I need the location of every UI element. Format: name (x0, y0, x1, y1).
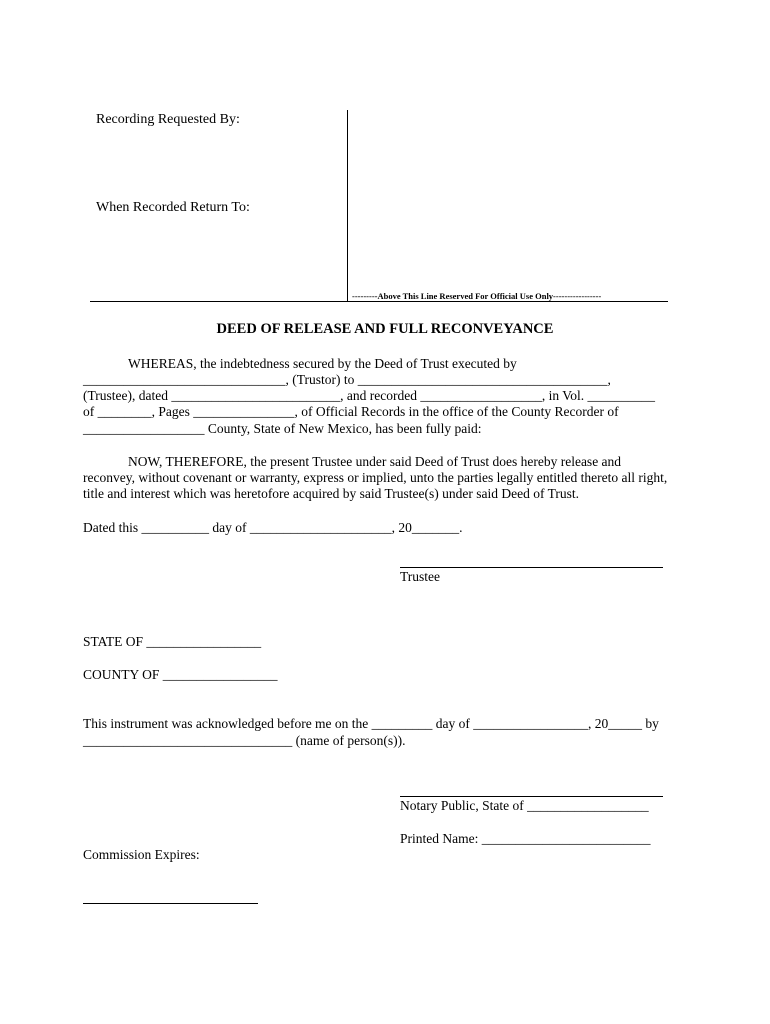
acknowledgment-line-2: _______________________________ (name of person(s)). (83, 733, 406, 748)
document-title: DEED OF RELEASE AND FULL RECONVEYANCE (216, 321, 554, 337)
whereas-line-1: WHEREAS, the indebtedness secured by the Deed of Trust executed by (128, 356, 517, 371)
now-therefore-line-2: reconvey, without covenant or warranty, express or implied, unto the parties legally entitled thereto all right, (83, 470, 668, 485)
now-therefore-line-1: NOW, THEREFORE, the present Trustee under said Deed of Trust does hereby release and (128, 454, 622, 469)
now-therefore-line-3: title and interest which was heretofore acquired by said Trustee(s) under said Deed of Trust. (83, 486, 580, 501)
trustee-label: Trustee (400, 569, 441, 584)
recording-divider-vertical (347, 110, 348, 302)
notary-signature-line[interactable] (400, 796, 663, 797)
notary-public-state-field: Notary Public, State of __________________ (400, 798, 649, 813)
county-of-field: COUNTY OF _________________ (83, 667, 278, 682)
trustee-signature-line[interactable] (400, 567, 663, 568)
whereas-line-3: (Trustee), dated _________________________, and recorded __________________, in Vol. __________ (83, 388, 655, 403)
whereas-line-2: ______________________________, (Trustor) to _____________________________________, (83, 372, 611, 387)
commission-expires-label: Commission Expires: (83, 847, 200, 862)
official-use-notice: ---------Above This Line Reserved For Official Use Only----------------- (352, 291, 602, 301)
whereas-line-5: __________________ County, State of New Mexico, has been fully paid: (83, 421, 482, 436)
dated-line: Dated this __________ day of _____________________, 20_______. (83, 520, 463, 535)
state-of-field: STATE OF _________________ (83, 634, 262, 649)
acknowledgment-line-1: This instrument was acknowledged before me on the _________ day of _________________, 20_____ by (83, 716, 659, 731)
commission-expires-line[interactable] (83, 903, 258, 904)
printed-name-field: Printed Name: _________________________ (400, 831, 651, 846)
whereas-line-4: of ________, Pages _______________, of Official Records in the office of the County Recorder of (83, 404, 619, 419)
recording-requested-by-label: Recording Requested By: (96, 112, 240, 127)
official-use-divider (90, 301, 668, 302)
when-recorded-return-to-label: When Recorded Return To: (96, 200, 250, 215)
